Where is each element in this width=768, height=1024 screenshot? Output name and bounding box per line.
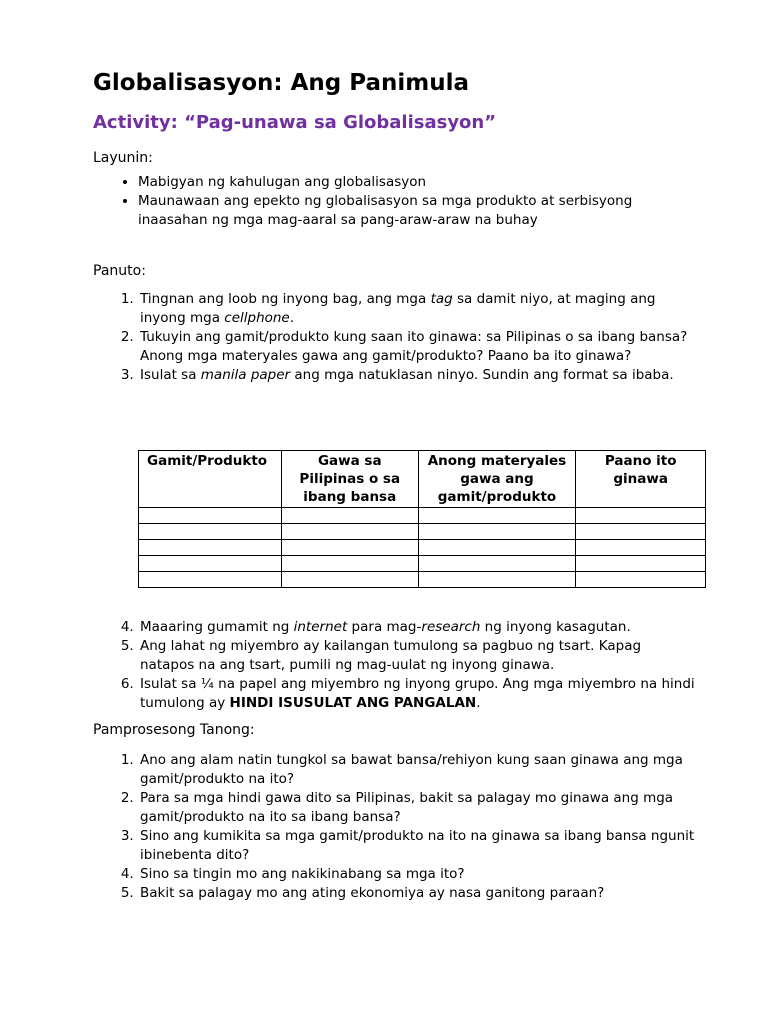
list-item: 1. Ano ang alam natin tungkol sa bawat bansa/rehiyon kung saan ginawa ang mga gamit/produkto na ito? <box>138 751 698 789</box>
step-text: ng inyong kasagutan. <box>480 619 631 635</box>
table-cell <box>418 524 576 540</box>
step-text: Tingnan ang loob ng inyong bag, ang mga <box>140 291 431 307</box>
table-cell <box>281 508 418 524</box>
table-row <box>139 540 706 556</box>
table-row <box>139 556 706 572</box>
table-cell <box>576 524 706 540</box>
step-text-italic: cellphone <box>224 310 290 326</box>
questions-list <box>111 751 698 903</box>
list-item: 3. Sino ang kumikita sa mga gamit/produkto na ito na ginawa sa ibang bansa ngunit ibinebenta dito? <box>138 827 698 865</box>
table-header: Gamit/Produkto <box>139 451 282 508</box>
step-text-italic: research <box>421 619 481 635</box>
panuto-label: Panuto: <box>93 263 146 279</box>
step-text-bold: HINDI ISUSULAT ANG PANGALAN <box>229 695 477 711</box>
table-cell <box>139 572 282 588</box>
step-text: sa damit niyo, at maging ang inyong mga <box>140 291 656 326</box>
table-cell <box>576 508 706 524</box>
table-cell <box>281 540 418 556</box>
table-header-row <box>139 451 706 508</box>
table-row <box>139 572 706 588</box>
list-item <box>138 366 698 385</box>
table-cell <box>281 524 418 540</box>
list-item: 2. Tukuyin ang gamit/produkto kung saan ito ginawa: sa Pilipinas o sa ibang bansa? Anong mga materyales gawa ang gamit/produkto? Paano ba ito ginawa? <box>138 328 698 366</box>
step-text: para mag- <box>347 619 422 635</box>
table-header: Paano ito ginawa <box>576 451 706 508</box>
step-text-italic: tag <box>430 291 453 307</box>
page-title: Globalisasyon: Ang Panimula <box>93 70 469 96</box>
table-cell <box>418 540 576 556</box>
table-cell <box>576 556 706 572</box>
table-cell <box>139 556 282 572</box>
list-item <box>138 618 698 637</box>
table-cell <box>281 556 418 572</box>
pamprosesong-tanong-label: Pamprosesong Tanong: <box>93 722 255 738</box>
step-text: Isulat sa <box>140 367 201 383</box>
list-item: 5. Ang lahat ng miyembro ay kailangan tumulong sa pagbuo ng tsart. Kapag natapos na ang tsart, pumili ng mag-uulat ng inyong ginawa. <box>138 637 698 675</box>
table-cell <box>576 572 706 588</box>
table-row <box>139 524 706 540</box>
step-text: Isulat sa ¼ na papel ang miyembro ng inyong grupo. Ang mga miyembro na hindi tumulong ay <box>140 676 695 711</box>
table-cell <box>139 540 282 556</box>
list-item: 4. Sino sa tingin mo ang nakikinabang sa mga ito? <box>138 865 698 884</box>
panuto-steps-list-continued <box>111 618 698 713</box>
table-cell <box>418 572 576 588</box>
table-cell <box>281 572 418 588</box>
list-item: • Maunawaan ang epekto ng globalisasyon sa mga produkto at serbisyong inaasahan ng mga mag-aaral sa pang-araw-araw na buhay <box>138 192 698 230</box>
step-text-italic: internet <box>293 619 348 635</box>
layunin-label: Layunin: <box>93 150 153 166</box>
layunin-list <box>111 173 698 230</box>
list-item: 5. Bakit sa palagay mo ang ating ekonomiya ay nasa ganitong paraan? <box>138 884 698 903</box>
table-cell <box>418 508 576 524</box>
table-cell <box>576 540 706 556</box>
step-text-italic: manila paper <box>200 367 291 383</box>
step-text: Maaaring gumamit ng <box>140 619 294 635</box>
table-cell <box>418 556 576 572</box>
table-cell <box>139 524 282 540</box>
activity-title: Activity: “Pag-unawa sa Globalisasyon” <box>93 112 497 133</box>
step-text: . <box>289 310 295 326</box>
format-table <box>138 450 706 588</box>
list-item: • Mabigyan ng kahulugan ang globalisasyon <box>138 173 698 192</box>
list-item <box>138 675 698 713</box>
table-row <box>139 508 706 524</box>
step-text: ang mga natuklasan ninyo. Sundin ang format sa ibaba. <box>290 367 674 383</box>
panuto-steps-list <box>111 290 698 385</box>
table-header: Gawa sa Pilipinas o sa ibang bansa <box>281 451 418 508</box>
step-text: . <box>476 695 481 711</box>
table-cell <box>139 508 282 524</box>
table-header: Anong materyales gawa ang gamit/produkto <box>418 451 576 508</box>
list-item: 2. Para sa mga hindi gawa dito sa Pilipinas, bakit sa palagay mo ginawa ang mga gamit/produkto na ito sa ibang bansa? <box>138 789 698 827</box>
list-item <box>138 290 698 328</box>
